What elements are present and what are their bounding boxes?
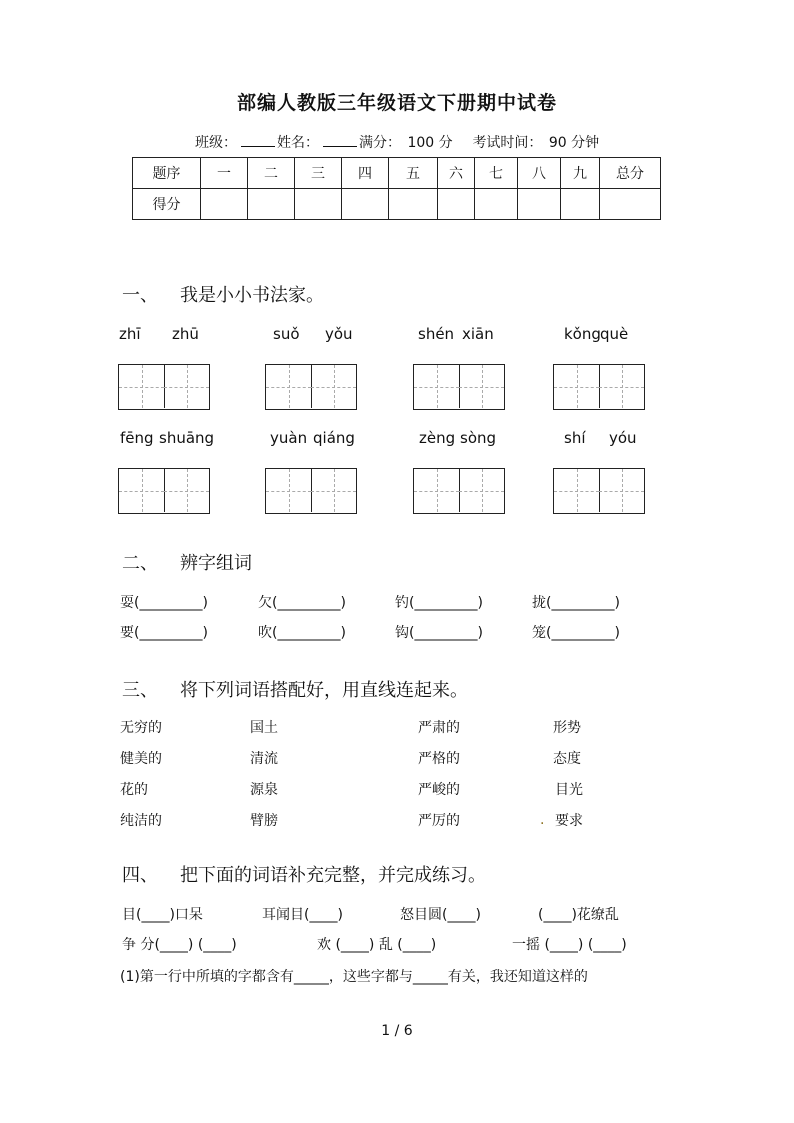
header-cell: 八	[518, 158, 561, 189]
header-cell: 三	[295, 158, 342, 189]
idiom-item: 一摇 (____) (____)	[512, 937, 627, 953]
match-word: 国土	[250, 720, 278, 736]
word-item: 耍(_________)	[120, 595, 208, 611]
score-row-label: 得分	[133, 189, 201, 220]
word-item: 笼(_________)	[532, 625, 620, 641]
match-word: 态度	[553, 751, 581, 767]
section-number: 四、	[122, 865, 158, 886]
match-word: 严格的	[418, 751, 460, 767]
pinyin: yóu	[609, 429, 637, 447]
word-item: 要(_________)	[120, 625, 208, 641]
full-score-label: 满分：	[359, 135, 401, 151]
header-cell: 二	[248, 158, 295, 189]
writing-box[interactable]	[118, 364, 210, 410]
score-cell[interactable]	[248, 189, 295, 220]
idiom-item: (____)花缭乱	[538, 907, 619, 923]
match-word: 形势	[553, 720, 581, 736]
writing-box[interactable]	[553, 364, 645, 410]
header-cell: 七	[475, 158, 518, 189]
match-word: 无穷的	[120, 720, 162, 736]
pinyin: què	[600, 325, 629, 343]
question-text: (1)第一行中所填的字都含有_____，这些字都与_____有关，我还知道这样的	[120, 969, 588, 985]
writing-box[interactable]	[413, 364, 505, 410]
score-cell[interactable]	[600, 189, 661, 220]
pinyin: sòng	[460, 429, 497, 447]
header-cell: 题序	[133, 158, 201, 189]
score-table	[132, 157, 661, 220]
writing-box[interactable]	[413, 468, 505, 514]
full-score-value: 100 分	[407, 135, 453, 151]
match-word: 严厉的	[418, 813, 460, 829]
match-word: 健美的	[120, 751, 162, 767]
header-cell: 总分	[600, 158, 661, 189]
exam-info	[195, 132, 601, 152]
section-title: 把下面的词语补充完整，并完成练习。	[180, 865, 486, 886]
word-item: 吹(_________)	[258, 625, 346, 641]
section-4-heading	[122, 861, 486, 887]
pinyin: zhū	[172, 325, 199, 343]
section-title: 将下列词语搭配好，用直线连起来。	[180, 680, 468, 701]
word-item: 欠(_________)	[258, 595, 346, 611]
name-blank	[323, 136, 357, 147]
pinyin: suǒ	[273, 325, 300, 343]
score-cell[interactable]	[438, 189, 475, 220]
section-number: 二、	[122, 553, 158, 574]
word-item: 拢(_________)	[532, 595, 620, 611]
score-table-row	[133, 189, 661, 220]
match-word: 源泉	[250, 782, 278, 798]
score-cell[interactable]	[389, 189, 438, 220]
score-cell[interactable]	[295, 189, 342, 220]
match-word: 严肃的	[418, 720, 460, 736]
section-1-heading	[122, 281, 324, 307]
pinyin: shén	[418, 325, 455, 343]
score-cell[interactable]	[518, 189, 561, 220]
match-word: 花的	[120, 782, 148, 798]
header-cell: 一	[201, 158, 248, 189]
time-value: 90 分钟	[548, 135, 600, 151]
score-cell[interactable]	[475, 189, 518, 220]
section-3-heading	[122, 676, 468, 702]
writing-box[interactable]	[118, 468, 210, 514]
score-table-header	[133, 158, 661, 189]
word-item: 钓(_________)	[395, 595, 483, 611]
match-word: 要求	[555, 813, 583, 829]
section-2-heading	[122, 549, 252, 575]
writing-box[interactable]	[265, 364, 357, 410]
pinyin: shuāng	[159, 429, 215, 447]
name-label: 姓名：	[277, 135, 319, 151]
writing-box[interactable]	[553, 468, 645, 514]
match-word: 清流	[250, 751, 278, 767]
pinyin: xiān	[462, 325, 494, 343]
stray-mark: .	[540, 812, 545, 828]
pinyin: yuàn	[270, 429, 308, 447]
match-word: 目光	[555, 782, 583, 798]
class-label: 班级：	[195, 135, 237, 151]
header-cell: 六	[438, 158, 475, 189]
idiom-item: 耳闻目(____)	[262, 907, 343, 923]
score-cell[interactable]	[561, 189, 600, 220]
class-blank	[241, 136, 275, 147]
pinyin: yǒu	[325, 325, 353, 343]
idiom-item: 怒目圆(____)	[400, 907, 481, 923]
header-cell: 五	[389, 158, 438, 189]
pinyin: fēng	[120, 429, 154, 447]
idiom-item: 目(____)口呆	[122, 907, 203, 923]
idiom-item: 争 分(____) (____)	[122, 937, 237, 953]
page-title: 部编人教版三年级语文下册期中试卷	[236, 92, 557, 114]
header-cell: 九	[561, 158, 600, 189]
match-word: 纯洁的	[120, 813, 162, 829]
word-item: 钩(_________)	[395, 625, 483, 641]
match-word: 严峻的	[418, 782, 460, 798]
section-title: 我是小小书法家。	[180, 285, 324, 306]
pinyin: zhī	[119, 325, 141, 343]
pinyin: qiáng	[313, 429, 355, 447]
time-label: 考试时间：	[472, 135, 543, 151]
header-cell: 四	[342, 158, 389, 189]
section-number: 一、	[122, 285, 158, 306]
score-cell[interactable]	[342, 189, 389, 220]
writing-box[interactable]	[265, 468, 357, 514]
pinyin: kǒng	[564, 325, 601, 343]
section-title: 辨字组词	[180, 553, 252, 574]
idiom-item: 欢 (____) 乱 (____)	[317, 937, 437, 953]
pinyin: shí	[564, 429, 586, 447]
section-number: 三、	[122, 680, 158, 701]
match-word: 臂膀	[250, 813, 278, 829]
page-number: 1 / 6	[381, 1023, 413, 1039]
score-cell[interactable]	[201, 189, 248, 220]
pinyin: zèng	[419, 429, 456, 447]
